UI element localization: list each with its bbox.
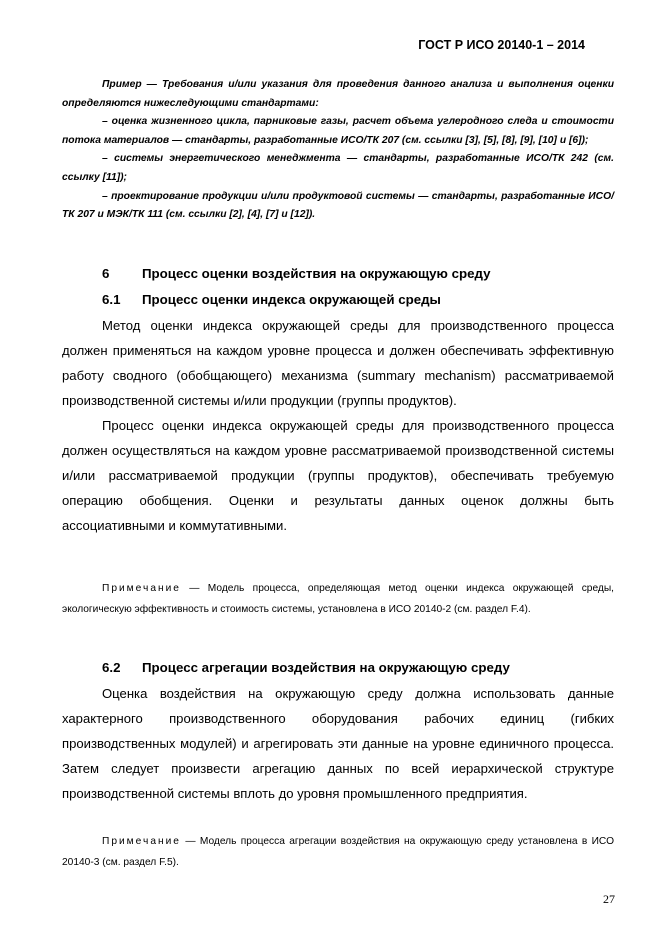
section-number: 6 [102, 266, 110, 281]
section-title: Процесс оценки воздействия на окружающую среду [142, 266, 491, 281]
body-paragraph: Оценка воздействия на окружающую среду должна использовать данные характерного производственного оборудования рабочих единиц (гибких производственных модулей) и агрегировать эти данные на уровне единичного процесса. Затем следует произвести агрегацию данных по всей иерархической структуре производственной системы вплоть до уровня промышленного предприятия. [62, 686, 614, 801]
section-title: Процесс агрегации воздействия на окружающую среду [142, 660, 510, 675]
note-label: Примечание [102, 583, 181, 594]
section-6-2-body [62, 681, 614, 806]
section-6-2-heading [102, 660, 510, 675]
note-label: Примечание [102, 836, 181, 847]
section-number: 6.1 [102, 292, 121, 307]
note-text: — Модель процесса, определяющая метод оценки индекса окружающей среды, экологическую эффективность и стоимость системы, установлена в ИСО 20140-2 (см. раздел F.4). [62, 583, 614, 615]
example-item: – проектирование продукции и/или продуктовой системы — стандарты, разработанные ИСО/ТК 207 и МЭК/ТК 111 (см. ссылки [2], [4], [7] и [12]). [62, 190, 614, 221]
example-block [62, 76, 614, 225]
section-number: 6.2 [102, 660, 121, 675]
example-intro: Пример — Требования и/или указания для проведения данного анализа и выполнения оценки определяются нижеследующими стандартами: [62, 79, 614, 109]
section-6-heading [102, 266, 491, 281]
note-6-1 [62, 578, 614, 620]
example-item: – оценка жизненного цикла, парниковые газы, расчет объема углеродного следа и стоимости потока материалов — стандарты, разработанные ИСО/ТК 207 (см. ссылки [3], [5], [8], [9], [10] и [6]); [62, 116, 614, 146]
note-6-2 [62, 831, 614, 873]
note-text: — Модель процесса агрегации воздействия на окружающую среду установлена в ИСО 20140-3 (см. раздел F.5). [62, 836, 614, 868]
document-header: ГОСТ Р ИСО 20140-1 – 2014 [418, 38, 585, 52]
section-title: Процесс оценки индекса окружающей среды [142, 292, 441, 307]
body-paragraph: Метод оценки индекса окружающей среды для производственного процесса должен применяться на каждом уровне процесса и должен обеспечивать эффективную работу сводного (обобщающего) механизма (summary mechanism) рассматриваемой производственной системы и/или продукции (группы продуктов). [62, 318, 614, 408]
section-6-1-body [62, 313, 614, 538]
example-item: – системы энергетического менеджмента — стандарты, разработанные ИСО/ТК 242 (см. ссылку [11]); [62, 153, 614, 183]
page-number: 27 [603, 892, 615, 906]
section-6-1-heading [102, 292, 441, 307]
body-paragraph: Процесс оценки индекса окружающей среды для производственного процесса должен осуществляться на каждом уровне рассматриваемой производственной системы и/или рассматриваемой продукции (группы продуктов), обеспечивать требуемую операцию обобщения. Оценки и результаты данных оценок должны быть ассоциативными и коммутативными. [62, 418, 614, 533]
